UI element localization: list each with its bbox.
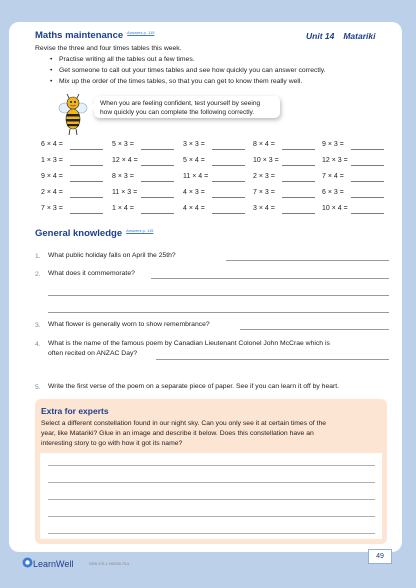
- times-fact: 1 × 3 =: [41, 157, 63, 164]
- question-text-line-1: What is the name of the famous poem by Canadian Lieutenant Colonel John McCrae which is: [48, 340, 330, 347]
- isbn: ISBN 978-1-990035-75-5: [89, 562, 130, 566]
- times-fact: 6 × 4 =: [41, 141, 63, 148]
- answer-blank[interactable]: [141, 197, 174, 198]
- answers-link[interactable]: Answers p. 115: [127, 30, 155, 35]
- bullet-1: • Practise writing all the tables out a few times.: [59, 56, 195, 63]
- times-fact: 7 × 4 =: [322, 173, 344, 180]
- answer-blank[interactable]: [282, 165, 315, 166]
- times-fact: 7 × 3 =: [253, 189, 275, 196]
- answer-blank[interactable]: [351, 165, 384, 166]
- answer-blank[interactable]: [70, 149, 103, 150]
- times-fact: 10 × 4 =: [322, 205, 348, 212]
- answer-blank[interactable]: [282, 149, 315, 150]
- answer-line[interactable]: [48, 516, 375, 517]
- answer-blank[interactable]: [282, 213, 315, 214]
- extra-writing-area[interactable]: [40, 453, 382, 539]
- answer-blank[interactable]: [351, 197, 384, 198]
- times-fact: 1 × 4 =: [112, 205, 134, 212]
- maths-intro: Revise the three and four times tables this week.: [35, 45, 182, 52]
- times-fact: 2 × 3 =: [253, 173, 275, 180]
- times-fact: 5 × 4 =: [183, 157, 205, 164]
- answer-line[interactable]: [48, 499, 375, 500]
- question-text: Write the first verse of the poem on a separate piece of paper. See if you can learn it off by heart.: [48, 383, 340, 390]
- extra-title: Extra for experts: [41, 406, 109, 416]
- times-fact: 3 × 4 =: [253, 205, 275, 212]
- answer-blank[interactable]: [70, 181, 103, 182]
- times-fact: 4 × 4 =: [183, 205, 205, 212]
- answer-blank[interactable]: [141, 149, 174, 150]
- times-fact: 9 × 4 =: [41, 173, 63, 180]
- extra-line-3: interesting story to go with how it got its name?: [41, 440, 183, 447]
- answer-blank[interactable]: [70, 165, 103, 166]
- general-title: General knowledge $^{Answers p. 115}$: [35, 228, 154, 240]
- times-fact: 12 × 3 =: [322, 157, 348, 164]
- question-text: What does it commemorate?: [48, 270, 135, 277]
- question-number: 3.: [35, 322, 41, 329]
- answer-line[interactable]: [156, 359, 389, 360]
- answer-blank[interactable]: [282, 197, 315, 198]
- times-fact: 7 × 3 =: [41, 205, 63, 212]
- answer-blank[interactable]: [141, 213, 174, 214]
- unit-header: [306, 31, 384, 41]
- answer-blank[interactable]: [212, 149, 245, 150]
- answer-blank[interactable]: [212, 181, 245, 182]
- times-fact: 11 × 4 =: [183, 173, 209, 180]
- question-number: 1.: [35, 253, 41, 260]
- extra-line-2: year, like Matariki? Glue in an image and describe it below. Does this constellation have an: [41, 430, 314, 437]
- times-fact: 5 × 3 =: [112, 141, 134, 148]
- answer-blank[interactable]: [212, 165, 245, 166]
- bee-mascot-icon: [58, 94, 88, 136]
- question-text-line-2: often recited on ANZAC Day?: [48, 350, 138, 357]
- callout-line-1: When you are feeling confident, test yourself by seeing: [100, 100, 261, 107]
- times-fact: 6 × 3 =: [322, 189, 344, 196]
- question-text: What flower is generally worn to show remembrance?: [48, 321, 210, 328]
- times-fact: 10 × 3 =: [253, 157, 279, 164]
- maths-title: Maths maintenance $^{Answers p. 115}$: [35, 30, 155, 42]
- answer-line[interactable]: [240, 329, 389, 330]
- bullet-3: • Mix up the order of the times tables, so that you can get to know them really well.: [59, 78, 302, 85]
- times-fact: 8 × 3 =: [112, 173, 134, 180]
- times-fact: 4 × 3 =: [183, 189, 205, 196]
- page-number: 49: [368, 549, 392, 564]
- answer-blank[interactable]: [141, 165, 174, 166]
- answer-line[interactable]: [48, 465, 375, 466]
- callout-bubble: [94, 96, 280, 118]
- extra-body: [41, 419, 383, 449]
- question-number: 5.: [35, 384, 41, 391]
- times-fact: 2 × 4 =: [41, 189, 63, 196]
- times-fact: 9 × 3 =: [322, 141, 344, 148]
- answer-line[interactable]: [48, 295, 389, 296]
- answer-blank[interactable]: [141, 181, 174, 182]
- answer-line[interactable]: [48, 533, 375, 534]
- answer-blank[interactable]: [351, 213, 384, 214]
- unit-number: Unit 14: [306, 31, 335, 41]
- times-fact: 11 × 3 =: [112, 189, 138, 196]
- answers-link[interactable]: Answers p. 115: [126, 228, 154, 233]
- times-fact: 12 × 4 =: [112, 157, 138, 164]
- learnwell-logo-icon: [22, 557, 33, 568]
- answer-line[interactable]: [48, 482, 375, 483]
- answer-line[interactable]: [151, 278, 389, 279]
- answer-line[interactable]: [226, 260, 389, 261]
- callout-line-2: how quickly you can complete the following correctly.: [100, 109, 255, 116]
- question-number: 4.: [35, 341, 41, 348]
- extra-line-1: Select a different constellation found in our night sky. Can you only see it at certain times of the: [41, 420, 327, 427]
- answer-blank[interactable]: [351, 181, 384, 182]
- answer-blank[interactable]: [70, 213, 103, 214]
- bullet-2: • Get someone to call out your times tables and see how quickly you can answer correctly.: [59, 67, 326, 74]
- times-fact: 3 × 3 =: [183, 141, 205, 148]
- answer-blank[interactable]: [212, 197, 245, 198]
- brand-name: LearnWell: [33, 559, 74, 569]
- answer-blank[interactable]: [212, 213, 245, 214]
- unit-topic: Matariki: [343, 31, 376, 41]
- extra-for-experts-box: [35, 399, 387, 544]
- answer-line[interactable]: [48, 312, 389, 313]
- answer-blank[interactable]: [282, 181, 315, 182]
- answer-blank[interactable]: [351, 149, 384, 150]
- answer-blank[interactable]: [70, 197, 103, 198]
- question-number: 2.: [35, 271, 41, 278]
- times-fact: 8 × 4 =: [253, 141, 275, 148]
- question-text: What public holiday falls on April the 25th?: [48, 252, 176, 259]
